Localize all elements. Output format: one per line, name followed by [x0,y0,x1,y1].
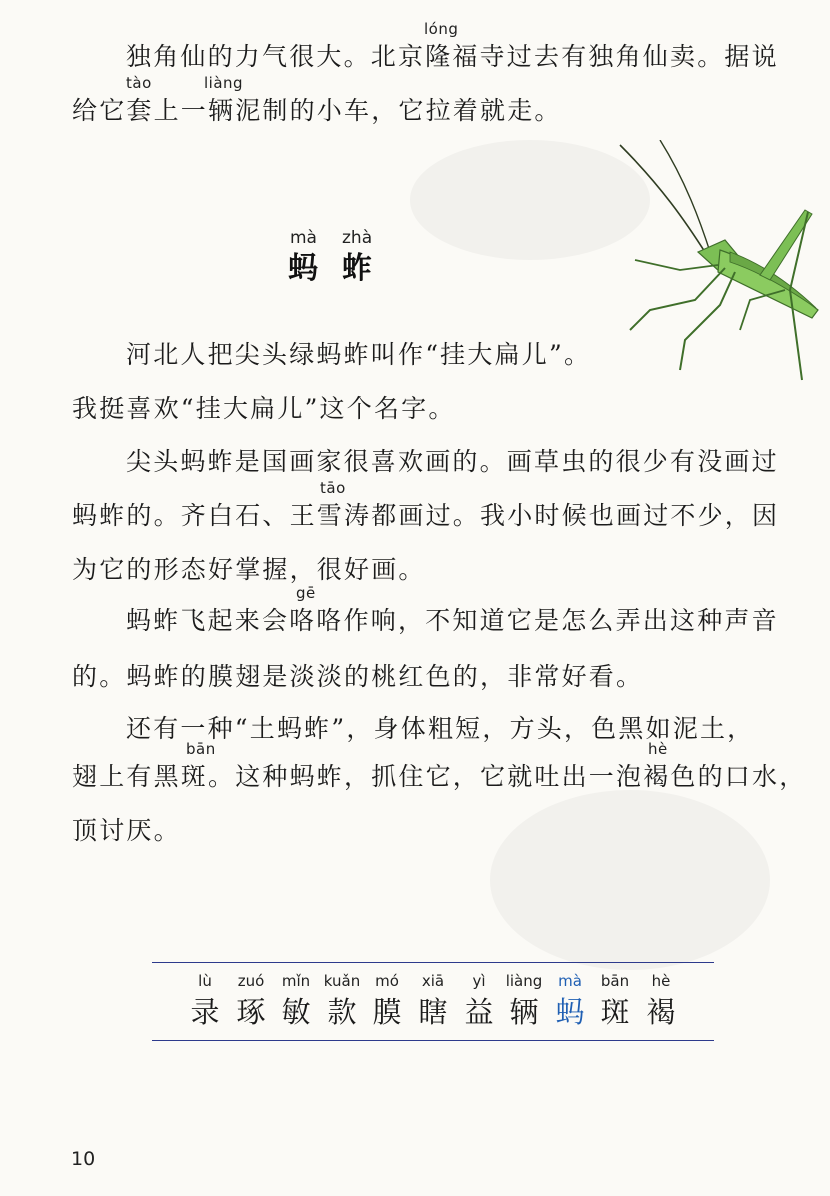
vocab-pinyin: zuó [237,972,265,990]
page-number: 10 [71,1148,96,1170]
text-line: 尖头蚂蚱是国画家很喜欢画的。画草虫的很少有没画过 [126,447,779,476]
vocab-pinyin: mó [375,972,399,990]
pinyin-ban: bān [186,740,216,758]
pinyin-tao: tāo [320,479,346,497]
vocab-character: 辆 [509,995,539,1029]
vocab-character: 膜 [372,995,402,1029]
vocab-bottom-rule [152,1040,714,1041]
vocab-top-rule [152,962,714,963]
vocab-item [634,974,688,1034]
grasshopper-icon [590,140,820,390]
pinyin-liang: liàng [204,74,244,92]
vocab-pinyin: kuǎn [323,972,361,990]
vocab-character: 录 [190,995,220,1029]
text-line: 的。蚂蚱的膜翅是淡淡的桃红色的，非常好看。 [72,662,644,691]
vocab-character: 琢 [236,995,266,1029]
text-line: 蚂蚱飞起来会咯咯作响，不知道它是怎么弄出这种声音 [126,606,779,635]
vocab-character: 敏 [281,995,311,1029]
vocab-pinyin: yì [472,972,486,990]
vocab-pinyin: lù [198,972,212,990]
text-line: 河北人把尖头绿蚂蚱叫作“挂大扁儿”。 [126,340,592,369]
pinyin-ge: gē [296,584,316,602]
vocab-character: 褐 [646,995,676,1029]
pinyin-tao: tào [126,74,152,92]
text-line: 翅上有黑斑。这种蚂蚱，抓住它，它就吐出一泡褐色的口水， [72,762,807,791]
text-line: 蚂蚱的。齐白石、王雪涛都画过。我小时候也画过不少，因 [72,501,780,530]
vocab-character: 斑 [600,995,630,1029]
vocab-pinyin: liàng [505,972,543,990]
pinyin-long: lóng [424,20,459,38]
text-line: 给它套上一辆泥制的小车，它拉着就走。 [72,96,562,125]
vocab-pinyin: hè [651,972,671,990]
vocab-character: 款 [327,995,357,1029]
title-pinyin-zha: zhà [342,228,373,248]
vocab-pinyin: mǐn [281,972,311,990]
pinyin-he: hè [648,740,668,758]
vocab-pinyin: bān [600,972,630,990]
vocab-character: 益 [464,995,494,1029]
title-pinyin-ma: mà [290,228,317,248]
text-line: 顶讨厌。 [72,816,181,845]
text-line: 为它的形态好掌握，很好画。 [72,555,426,584]
title-char-zha: 蚱 [342,251,372,286]
vocab-pinyin: xiā [421,972,445,990]
text-line: 还有一种“土蚂蚱”，身体粗短，方头，色黑如泥土， [126,714,755,743]
vocab-character: 瞎 [418,995,448,1029]
vocab-character: 蚂 [555,995,585,1029]
vocab-pinyin: mà [558,972,582,990]
text-line: 独角仙的力气很大。北京隆福寺过去有独角仙卖。据说 [126,42,779,71]
text-line: 我挺喜欢“挂大扁儿”这个名字。 [72,394,456,423]
title-char-ma: 蚂 [288,251,318,286]
